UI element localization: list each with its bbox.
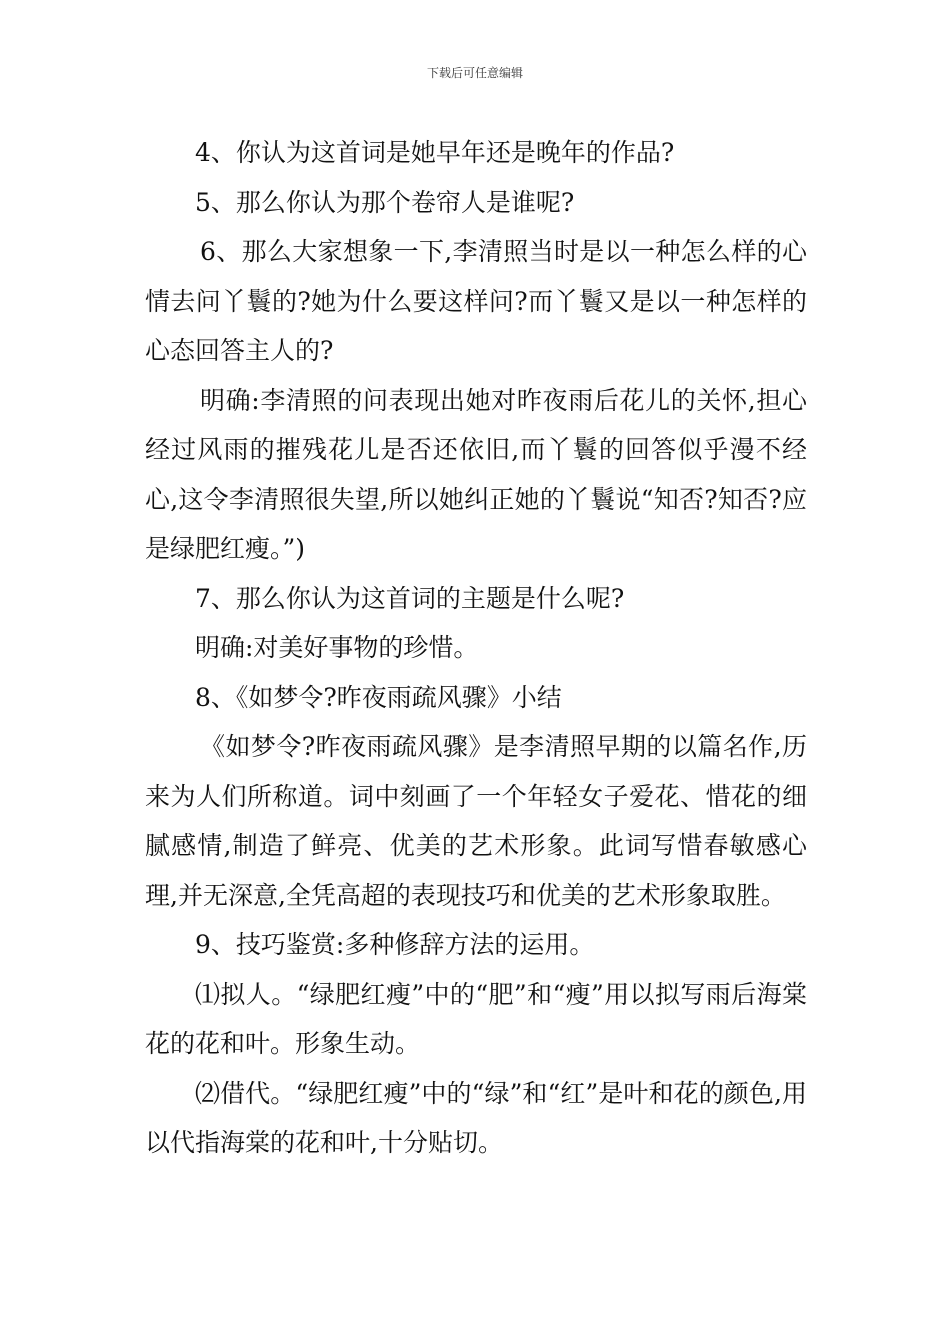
paragraph-question-4: 4、你认为这首词是她早年还是晚年的作品? [195,138,675,167]
document-body [145,128,807,1168]
paragraph-section-8-title: 8、《如梦令?昨夜雨疏风骤》小结 [195,682,562,712]
paragraph-answer-7: 明确:对美好事物的珍惜。 [195,633,479,662]
page-header: 下载后可任意编辑 [426,66,523,80]
paragraph-summary: 《如梦令?昨夜雨疏风骤》是李清照早期的以篇名作,历来为人们所称道。词中刻画了一个年轻女子爱花、惜花的细腻感情,制造了鲜亮、优美的艺术形象。此词写惜春敏感心理,并无深意,全凭高超的表现技巧和优美的艺术形象取胜。 [145,732,807,910]
paragraph-question-6: 6、那么大家想象一下,李清照当时是以一种怎么样的心情去问丫鬟的?她为什么要这样问?而丫鬟又是以一种怎样的心态回答主人的? [145,237,807,365]
paragraph-answer-6: 明确:李清照的问表现出她对昨夜雨后花儿的关怀,担心经过风雨的摧残花儿是否还依旧,而丫鬟的回答似乎漫不经心,这令李清照很失望,所以她纠正她的丫鬟说“知否?知否?应是绿肥红瘦。”) [145,385,807,563]
paragraph-metonymy: ⑵借代。“绿肥红瘦”中的“绿”和“红”是叶和花的颜色,用以代指海棠的花和叶,十分贴切。 [145,1078,807,1157]
paragraph-question-5: 5、那么你认为那个卷帘人是谁呢? [195,187,575,217]
paragraph-section-9-title: 9、技巧鉴赏:多种修辞方法的运用。 [195,930,595,959]
paragraph-personification: ⑴拟人。“绿肥红瘦”中的“肥”和“瘦”用以拟写雨后海棠花的花和叶。形象生动。 [145,979,807,1058]
paragraph-question-7: 7、那么你认为这首词的主题是什么呢? [195,583,625,613]
